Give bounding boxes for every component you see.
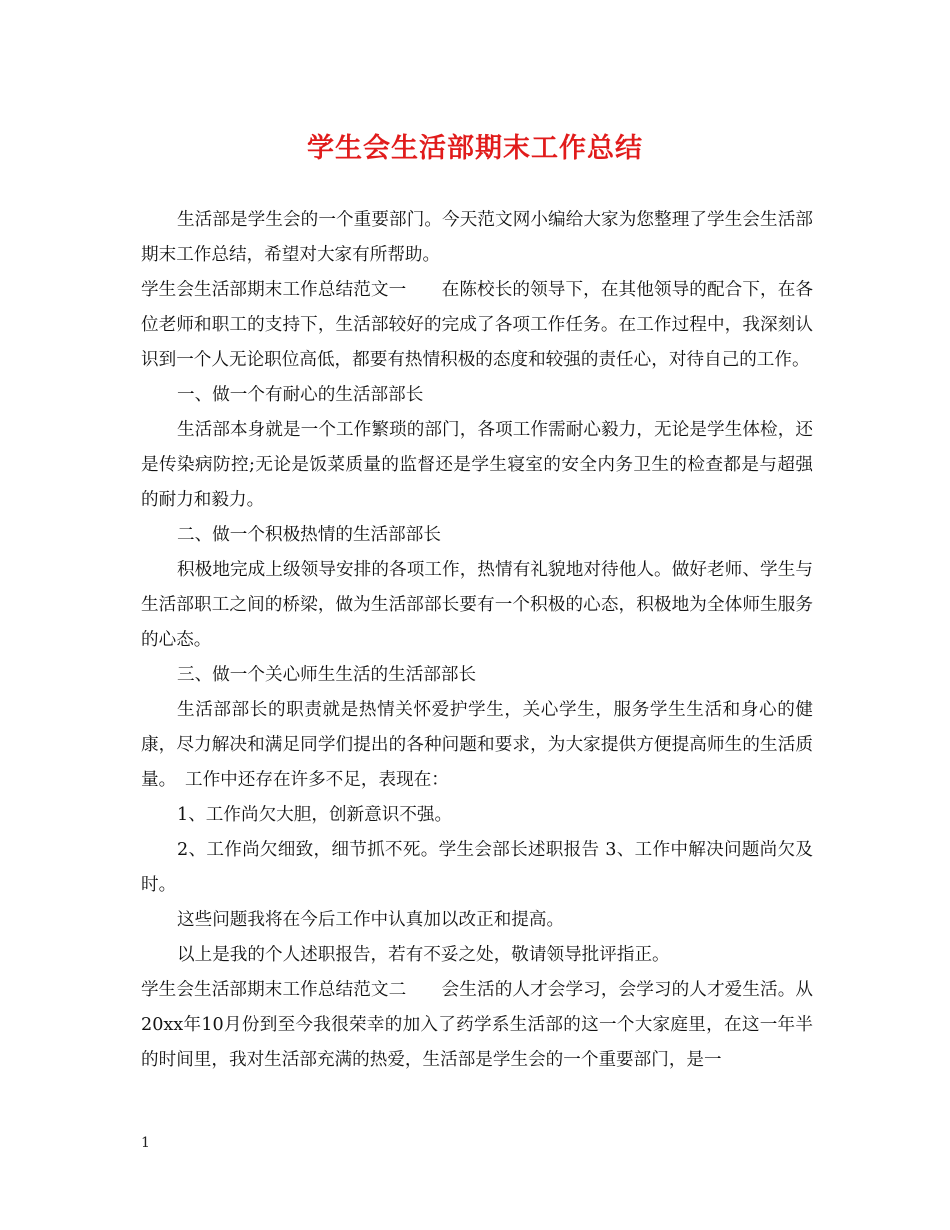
paragraph: 学生会生活部期末工作总结范文二 会生活的人才会学习，会学习的人才爱生活。从20xx年10月份到至今我很荣幸的加入了药学系生活部的这一个大家庭里，在这一年半的时间里，我对生活部充满的热爱，生活部是学生会的一个重要部门，是一	[141, 980, 813, 1070]
document-title: 学生会生活部期末工作总结	[307, 133, 643, 164]
paragraph: 1、工作尚欠大胆，创新意识不强。	[177, 805, 453, 825]
paragraph: 生活部是学生会的一个重要部门。今天范文网小编给大家为您整理了学生会生活部期末工作总结，希望对大家有所帮助。	[141, 210, 813, 265]
paragraph: 一、做一个有耐心的生活部部长	[177, 385, 424, 405]
paragraph: 生活部部长的职责就是热情关怀爱护学生，关心学生，服务学生生活和身心的健康，尽力解决和满足同学们提出的各种问题和要求，为大家提供方便提高师生的生活质量。 工作中还存在许多不足，表现在：	[141, 700, 813, 790]
paragraph: 积极地完成上级领导安排的各项工作，热情有礼貌地对待他人。做好老师、学生与生活部职工之间的桥梁，做为生活部部长要有一个积极的心态，积极地为全体师生服务的心态。	[141, 560, 813, 650]
page-number: 1	[141, 1135, 150, 1151]
document-body	[141, 203, 813, 1078]
paragraph: 生活部本身就是一个工作繁琐的部门，各项工作需耐心毅力，无论是学生体检，还是传染病防控;无论是饭菜质量的监督还是学生寝室的安全内务卫生的检查都是与超强的耐力和毅力。	[141, 420, 813, 510]
paragraph: 三、做一个关心师生生活的生活部部长	[177, 665, 477, 685]
paragraph: 这些问题我将在今后工作中认真加以改正和提高。	[177, 910, 565, 930]
paragraph: 二、做一个积极热情的生活部部长	[177, 525, 441, 545]
paragraph: 以上是我的个人述职报告，若有不妥之处，敬请领导批评指正。	[177, 945, 670, 965]
paragraph: 2、工作尚欠细致，细节抓不死。学生会部长述职报告 3、工作中解决问题尚欠及时。	[141, 840, 813, 895]
paragraph: 学生会生活部期末工作总结范文一 在陈校长的领导下，在其他领导的配合下，在各位老师和职工的支持下，生活部较好的完成了各项工作任务。在工作过程中，我深刻认识到一个人无论职位高低，都要有热情积极的态度和较强的责任心，对待自己的工作。	[141, 280, 813, 370]
